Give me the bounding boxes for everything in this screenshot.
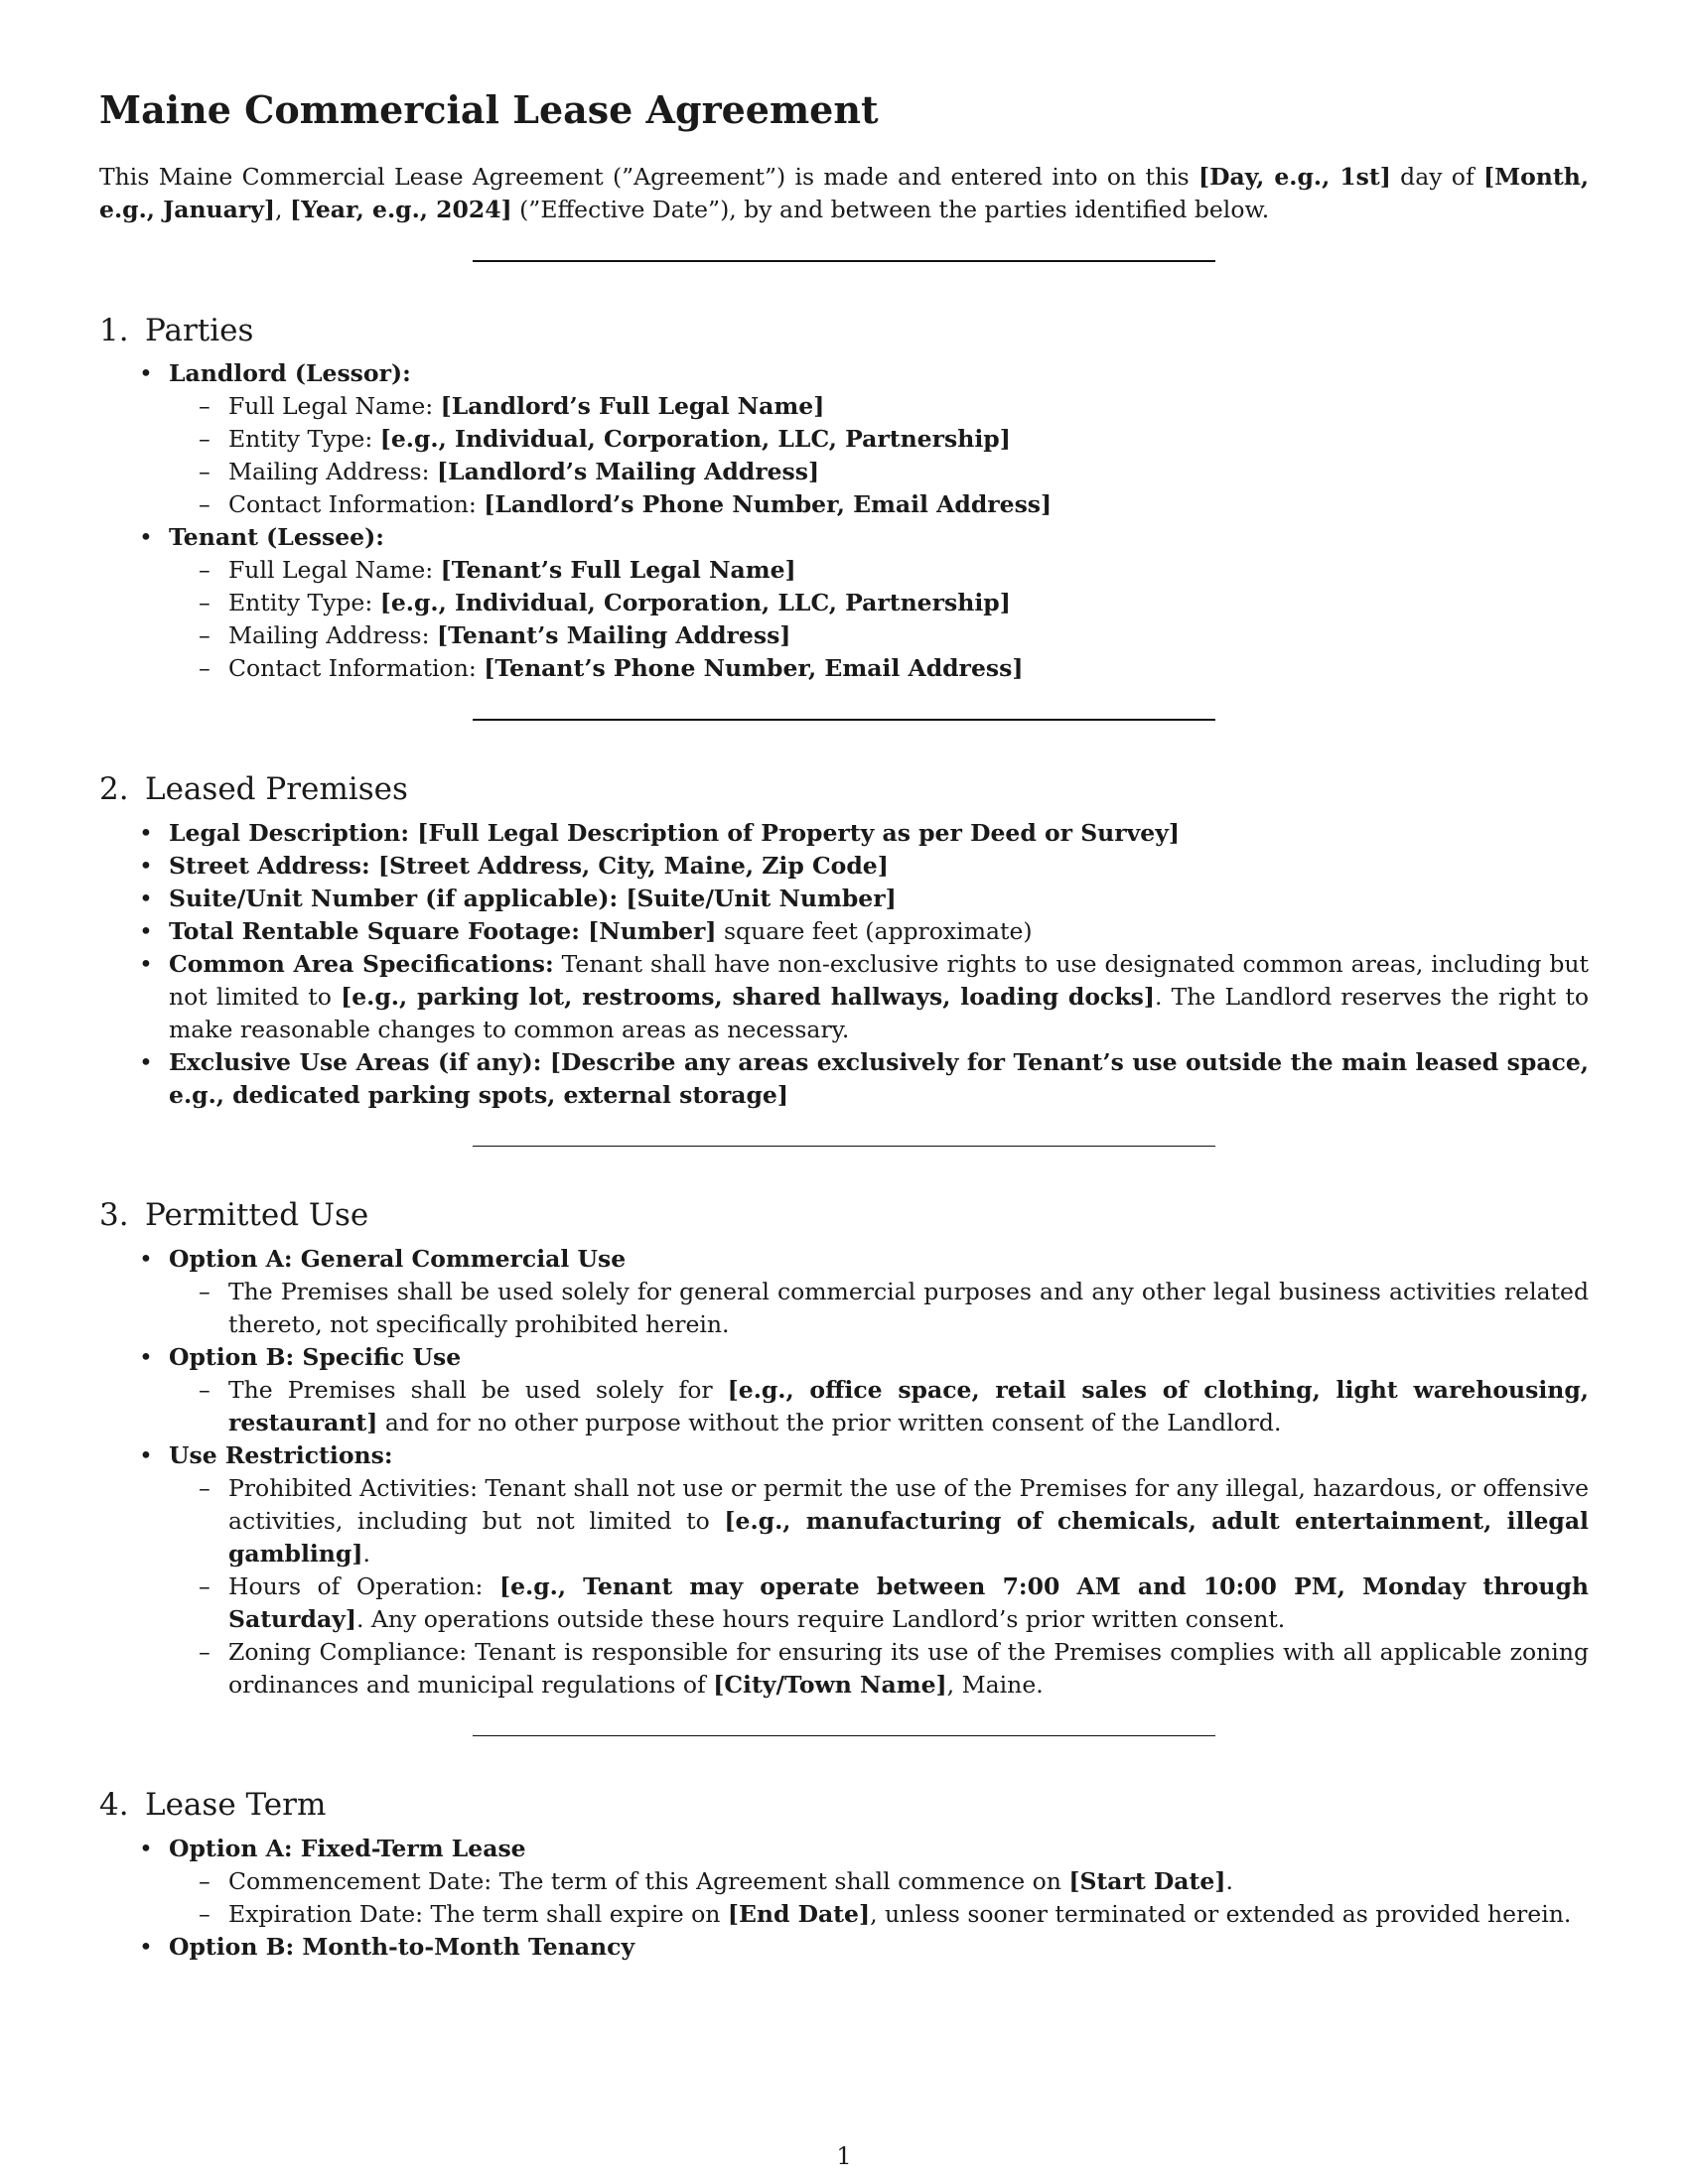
section-heading-lease-term: 4. Lease Term: [99, 1786, 327, 1823]
section-heading-leased-premises: 2. Leased Premises: [99, 771, 408, 808]
page-number: 1: [836, 2142, 852, 2170]
zoning-compliance: – Zoning Compliance: Tenant is responsible for ensuring its use of the Premises complies with all applicable zoning ordinances and municipal regulations of [City/Town Name], Maine.: [169, 1636, 1589, 1702]
landlord-label: Landlord (Lessor):: [169, 359, 411, 388]
tenant-contact: – Contact Information: [Tenant’s Phone Number, Email Address]: [169, 652, 1589, 685]
option-b-month-to-month: • Option B: Month-to-Month Tenancy: [99, 1931, 1589, 1964]
section-divider: [473, 1735, 1215, 1736]
landlord-mailing-address: – Mailing Address: [Landlord’s Mailing Address]: [169, 456, 1589, 488]
document-body: [99, 87, 1589, 1964]
legal-description-item: • Legal Description: [Full Legal Description of Property as per Deed or Survey]: [99, 817, 1589, 850]
month-placeholder: [Month, e.g., January]: [99, 162, 1589, 223]
landlord-name: – Full Legal Name: [Landlord’s Full Legal Name]: [169, 390, 1589, 423]
option-a-general-use: • Option A: General Commercial Use – The Premises shall be used solely for general commercial purposes and any other legal business activities related thereto, not specifically prohibited herein.: [99, 1243, 1589, 1341]
use-restrictions: • Use Restrictions: – Prohibited Activities: Tenant shall not use or permit the use of the Premises for any illegal, hazardous, or offensive activities, including but not limited to [e.g., manufacturing of chemicals, adult entertainment, illegal gambling]. – Hours of Operation: [e.g., Tenant may operate between 7:00 AM and 10:00 PM, Monday through Saturday]. Any operations outside these hours require Landlord’s prior written consent. – Zoning Compliance: Tenant is responsible for ensuring its use of the Premises complies with all applicable zoning ordinances and municipal regulations of [City/Town Name], Maine.: [99, 1439, 1589, 1702]
section-divider: [473, 1146, 1215, 1147]
tenant-label: Tenant (Lessee):: [169, 523, 384, 552]
tenant-item: [99, 521, 1589, 685]
landlord-entity-type: – Entity Type: [e.g., Individual, Corporation, LLC, Partnership]: [169, 423, 1589, 456]
street-address-item: • Street Address: [Street Address, City, Maine, Zip Code]: [99, 850, 1589, 883]
tenant-mailing-address: – Mailing Address: [Tenant’s Mailing Address]: [169, 619, 1589, 652]
suite-number-item: • Suite/Unit Number (if applicable): [Suite/Unit Number]: [99, 883, 1589, 915]
section-divider: [473, 260, 1215, 262]
parties-list: [99, 357, 1589, 685]
option-a-fixed-term: • Option A: Fixed-Term Lease – Commencement Date: The term of this Agreement shall commence on [Start Date]. – Expiration Date: The term shall expire on [End Date], unless sooner terminated or extended as provided herein.: [99, 1833, 1589, 1931]
commencement-date: – Commencement Date: The term of this Agreement shall commence on [Start Date].: [169, 1865, 1589, 1898]
common-area-item: • Common Area Specifications: Tenant shall have non-exclusive rights to use designated common areas, including but not limited to [e.g., parking lot, restrooms, shared hallways, loading docks]. The Landlord reserves the right to make reasonable changes to common areas as necessary.: [99, 948, 1589, 1046]
option-b-specific-use: • Option B: Specific Use – The Premises shall be used solely for [e.g., office space, retail sales of clothing, light warehousing, restaurant] and for no other purpose without the prior written consent of the Landlord.: [99, 1341, 1589, 1439]
tenant-entity-type: – Entity Type: [e.g., Individual, Corporation, LLC, Partnership]: [169, 587, 1589, 619]
section-divider: [473, 719, 1215, 721]
prohibited-activities: – Prohibited Activities: Tenant shall not use or permit the use of the Premises for any illegal, hazardous, or offensive activities, including but not limited to [e.g., manufacturing of chemicals, adult entertainment, illegal gambling].: [169, 1472, 1589, 1570]
section-heading-parties: 1. Parties: [99, 312, 254, 348]
exclusive-use-item: • Exclusive Use Areas (if any): [Describe any areas exclusively for Tenant’s use outside the main leased space, e.g., dedicated parking spots, external storage]: [99, 1046, 1589, 1112]
landlord-item: [99, 357, 1589, 521]
expiration-date: – Expiration Date: The term shall expire on [End Date], unless sooner terminated or extended as provided herein.: [169, 1898, 1589, 1931]
lease-term-list: [99, 1833, 1589, 1964]
section-heading-permitted-use: 3. Permitted Use: [99, 1197, 369, 1234]
specific-use-text: – The Premises shall be used solely for [e.g., office space, retail sales of clothing, light warehousing, restaurant] and for no other purpose without the prior written consent of the Landlord.: [169, 1374, 1589, 1439]
landlord-contact: – Contact Information: [Landlord’s Phone Number, Email Address]: [169, 488, 1589, 521]
permitted-use-list: [99, 1243, 1589, 1702]
document-title: Maine Commercial Lease Agreement: [99, 87, 879, 132]
premises-list: [99, 817, 1589, 1112]
square-footage-item: • Total Rentable Square Footage: [Number] square feet (approximate): [99, 915, 1589, 948]
year-placeholder: [Year, e.g., 2024]: [289, 195, 512, 223]
day-placeholder: [Day, e.g., 1st]: [1197, 162, 1391, 191]
intro-paragraph: This Maine Commercial Lease Agreement (”Agreement”) is made and entered into on this [Day, e.g., 1st] day of [Month, e.g., January], [Year, e.g., 2024] (”Effective Date”), by and between the parties identified below.: [99, 162, 1589, 223]
tenant-name: – Full Legal Name: [Tenant’s Full Legal Name]: [169, 554, 1589, 587]
hours-of-operation: – Hours of Operation: [e.g., Tenant may operate between 7:00 AM and 10:00 PM, Monday through Saturday]. Any operations outside these hours require Landlord’s prior written consent.: [169, 1570, 1589, 1636]
general-use-text: – The Premises shall be used solely for general commercial purposes and any other legal business activities related thereto, not specifically prohibited herein.: [169, 1276, 1589, 1341]
